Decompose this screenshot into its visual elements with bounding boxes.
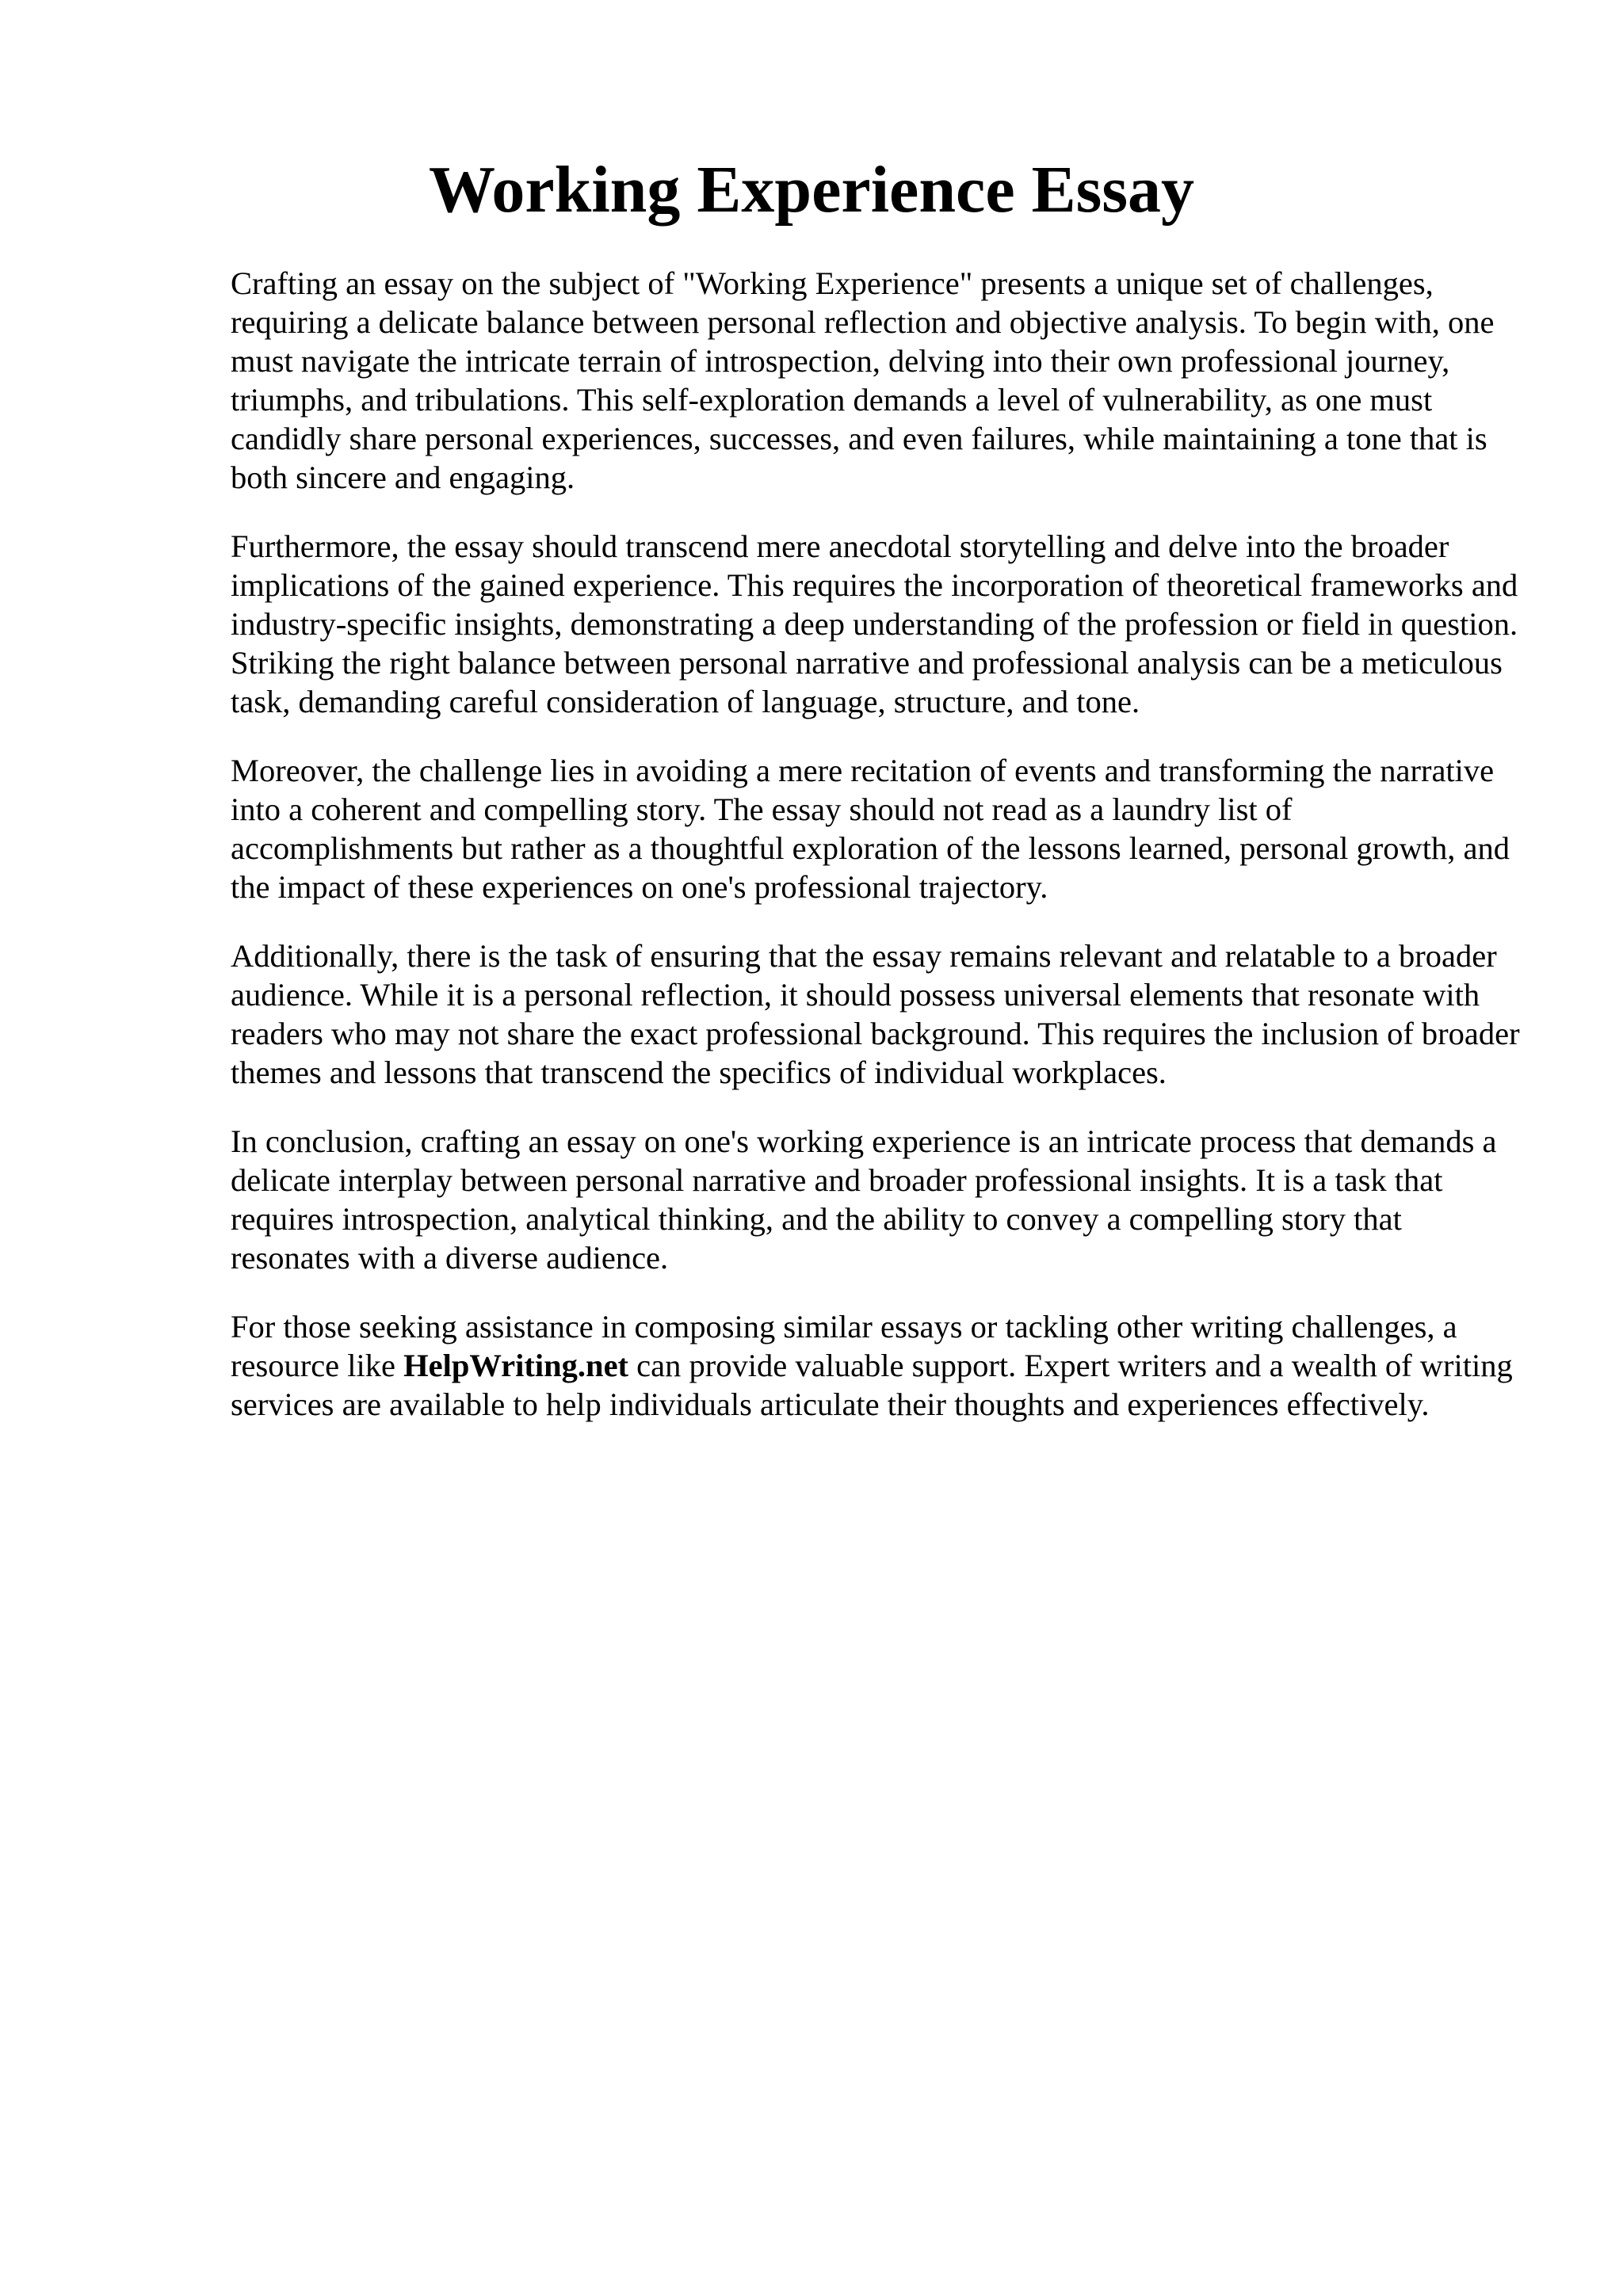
closing-paragraph — [231, 1307, 1522, 1424]
essay-body — [231, 264, 1522, 1454]
paragraph-2: Furthermore, the essay should transcend mere anecdotal storytelling and delve into the broader implications of the gained experience. This requires the incorporation of theoretical frameworks and industry-specific insights, demonstrating a deep understanding of the profession or field in question. Striking the right balance between personal narrative and professional analysis can be a meticulous task, demanding careful consideration of language, structure, and tone. — [231, 528, 1518, 719]
paragraph-1: Crafting an essay on the subject of "Working Experience" presents a unique set of challenges, requiring a delicate balance between personal reflection and objective analysis. To begin with, one must navigate the intricate terrain of introspection, delving into their own professional journey, triumphs, and tribulations. This self-exploration demands a level of vulnerability, as one must candidly share personal experiences, successes, and even failures, while maintaining a tone that is both sincere and engaging. — [231, 265, 1495, 495]
paragraph-5: In conclusion, crafting an essay on one's working experience is an intricate process that demands a delicate interplay between personal narrative and broader professional insights. It is a task that requires introspection, analytical thinking, and the ability to convey a compelling story that resonates with a diverse audience. — [231, 1123, 1497, 1276]
page-title: Working Experience Essay — [428, 153, 1195, 227]
closing-text-after: can provide valuable support. Expert writers and a wealth of writing services are available to help individuals articulate their thoughts and experiences effectively. — [231, 1348, 1513, 1422]
paragraph-4: Additionally, there is the task of ensuring that the essay remains relevant and relatable to a broader audience. While it is a personal reflection, it should possess universal elements that resonate with readers who may not share the exact professional background. This requires the inclusion of broader themes and lessons that transcend the specifics of individual workplaces. — [231, 938, 1520, 1090]
brand-link[interactable]: HelpWriting.net — [403, 1348, 629, 1383]
paragraph-3: Moreover, the challenge lies in avoiding a mere recitation of events and transforming the narrative into a coherent and compelling story. The essay should not read as a laundry list of accomplishments but rather as a thoughtful exploration of the lessons learned, personal growth, and the impact of these experiences on one's professional trajectory. — [231, 753, 1510, 905]
closing-text-before: For those seeking assistance in composing similar essays or tackling other writing challenges, a resource like — [231, 1309, 1457, 1383]
